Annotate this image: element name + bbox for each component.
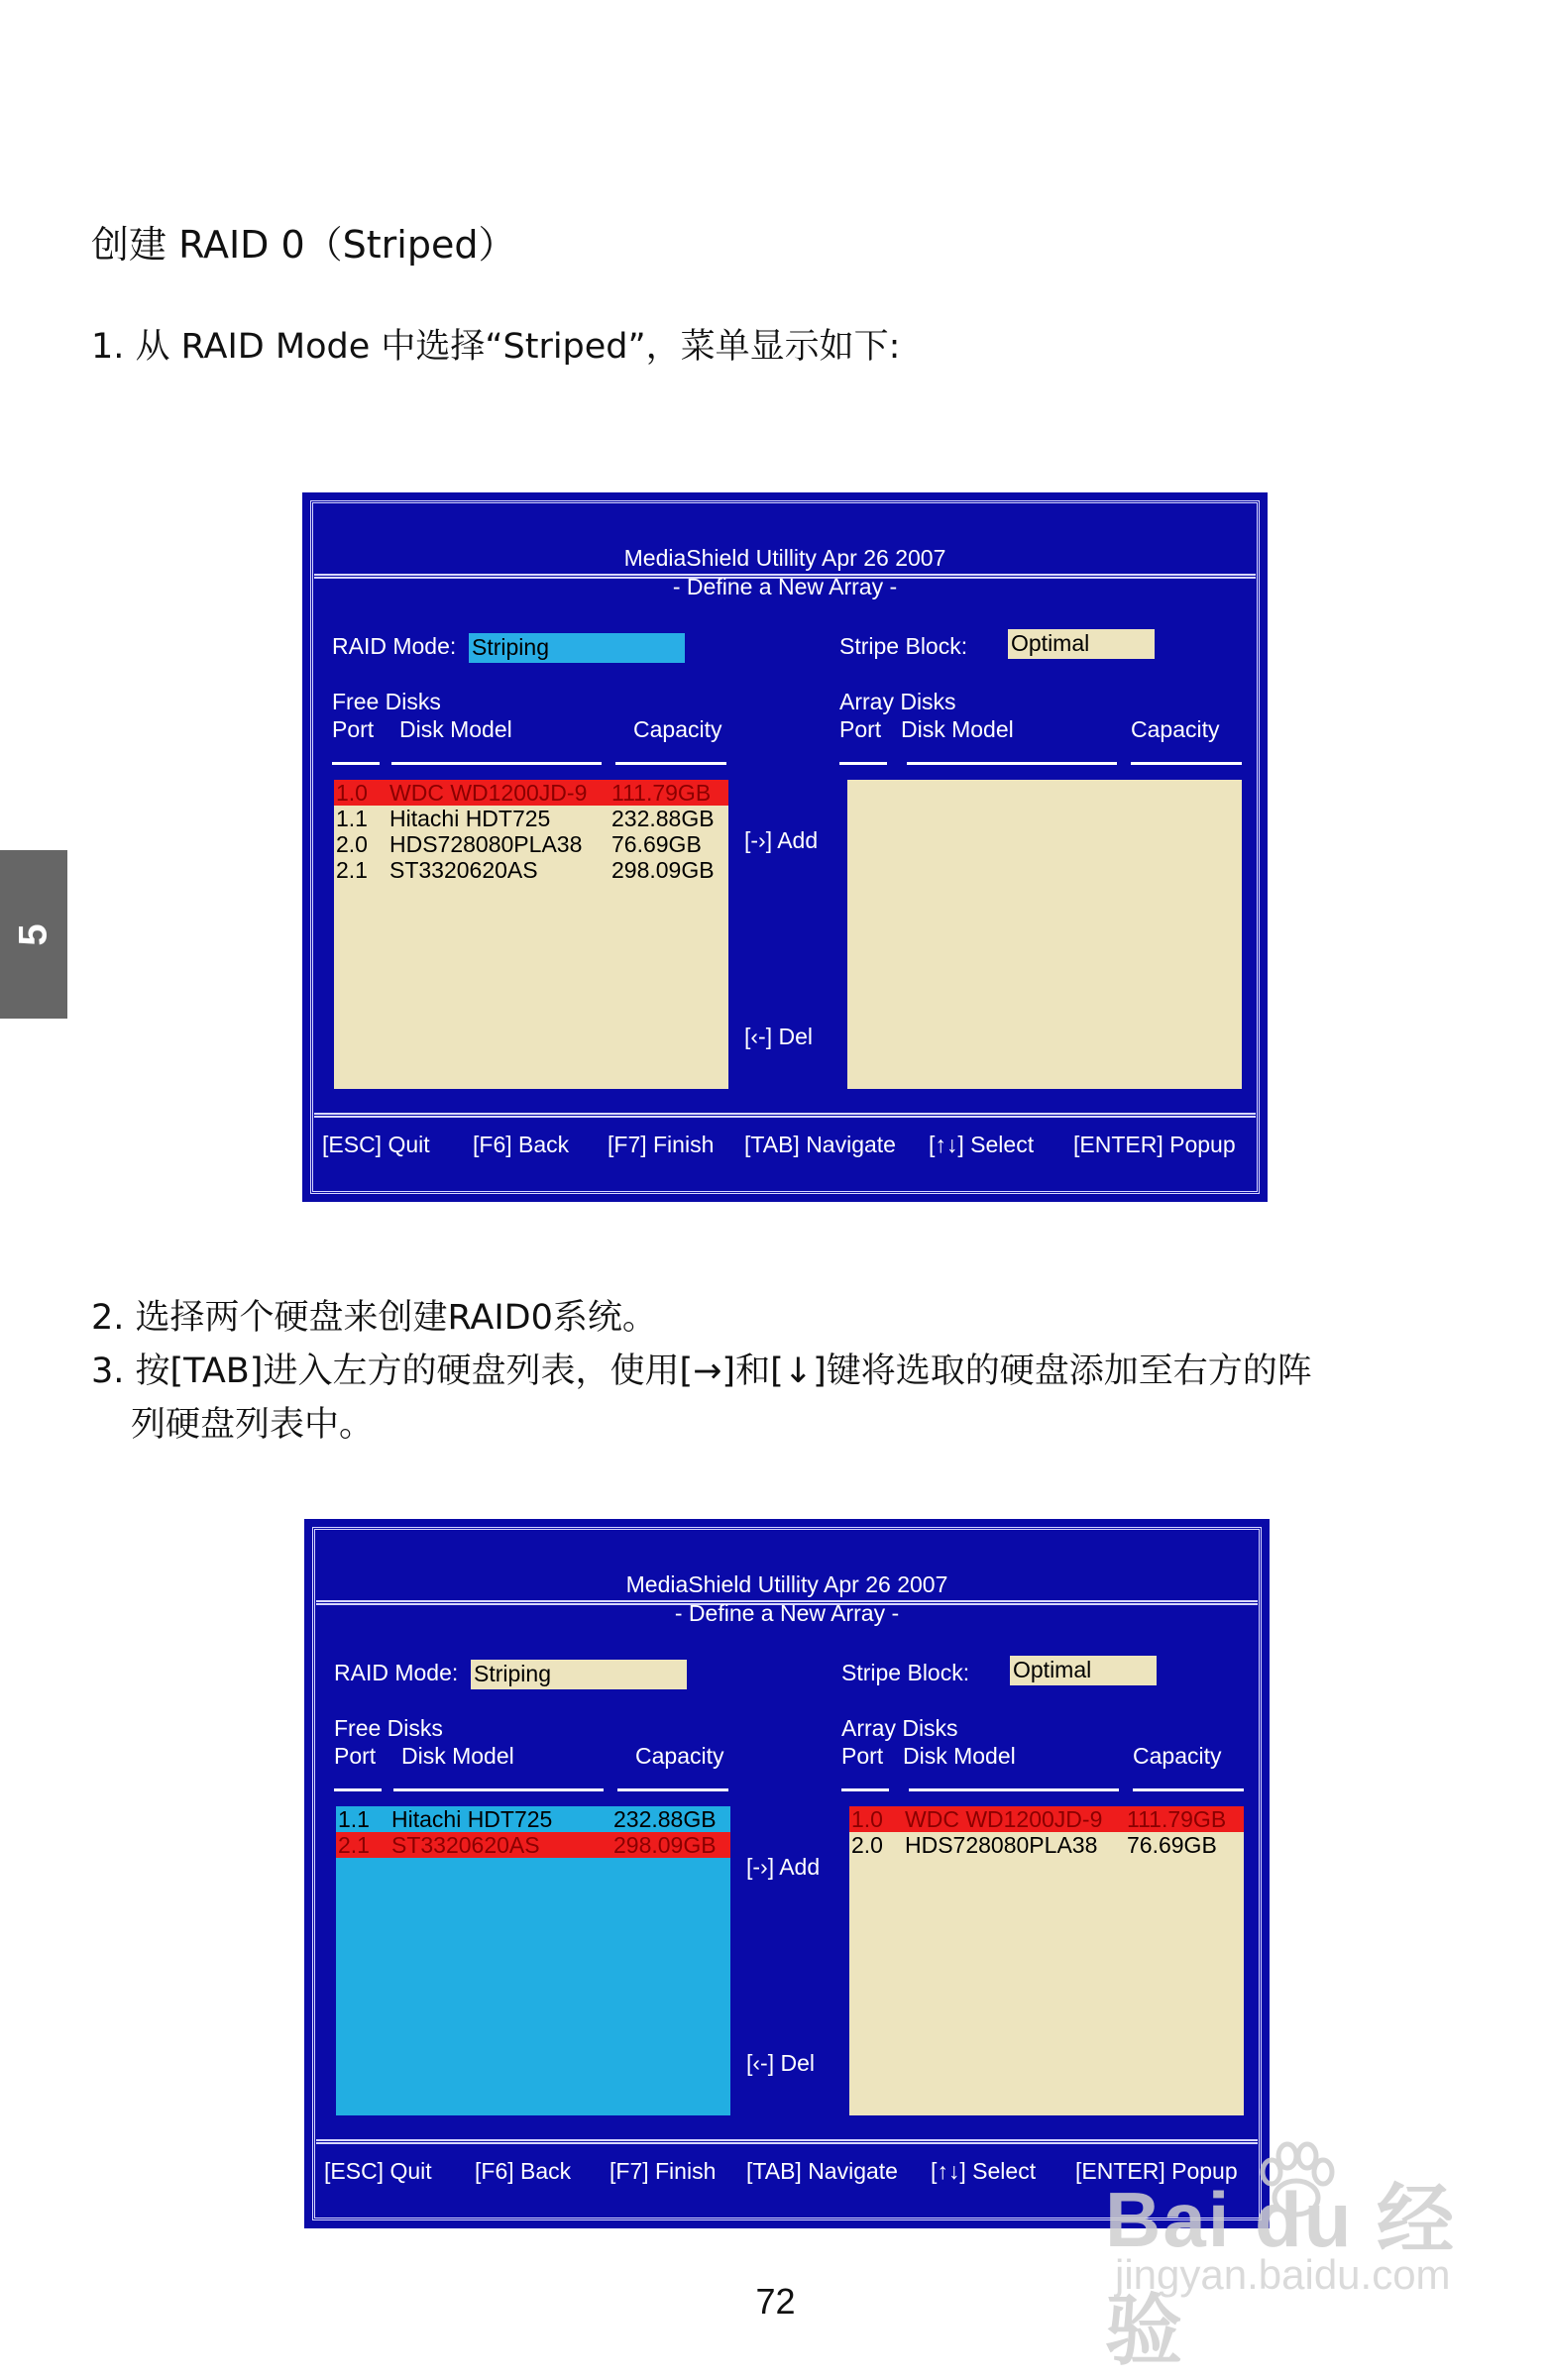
window-title (304, 1570, 1270, 1628)
footer-navigate-key[interactable]: [TAB] Navigate (744, 1132, 896, 1157)
free-col-port-underline (334, 1788, 382, 1791)
disk-port: 2.0 (851, 1832, 883, 1858)
array-col-port-underline (841, 1788, 889, 1791)
array-disks-label: Array Disks (839, 689, 956, 714)
step-2-text: 2. 选择两个硬盘来创建RAID0系统。 (91, 1298, 657, 1338)
disk-port: 1.0 (851, 1806, 883, 1832)
disk-capacity: 232.88GB (613, 1806, 717, 1832)
chapter-number: 5 (11, 922, 55, 946)
free-col-capacity: Capacity (633, 716, 722, 742)
disk-model: Hitachi HDT725 (389, 806, 551, 831)
array-disk-row[interactable] (849, 1832, 1244, 1858)
array-col-model-underline (909, 1788, 1119, 1791)
title-line-2: - Define a New Array - (674, 1600, 900, 1626)
free-disk-row[interactable] (334, 857, 728, 883)
disk-model: Hitachi HDT725 (391, 1806, 553, 1832)
array-col-port: Port (839, 716, 882, 742)
free-disks-list[interactable] (336, 1806, 730, 2115)
watermark-url: jingyan.baidu.com (1115, 2251, 1451, 2298)
disk-port: 2.1 (338, 1832, 370, 1858)
free-col-model: Disk Model (401, 1743, 514, 1769)
array-col-port: Port (841, 1743, 884, 1769)
raid-mode-label: RAID Mode: (332, 633, 457, 659)
free-col-capacity-underline (615, 762, 726, 765)
stripe-block-select[interactable]: Optimal (1010, 1656, 1157, 1685)
array-col-capacity: Capacity (1133, 1743, 1222, 1769)
footer-finish-key[interactable]: [F7] Finish (609, 2158, 717, 2184)
title-line-2: - Define a New Array - (672, 574, 898, 599)
add-action[interactable]: [-›] Add (746, 1854, 821, 1880)
disk-port: 2.0 (336, 831, 368, 857)
raid-mode-select[interactable]: Striping (471, 1660, 687, 1689)
free-disk-row[interactable] (334, 806, 728, 831)
disk-model: ST3320620AS (391, 1832, 540, 1858)
free-col-port: Port (334, 1743, 377, 1769)
footer-select-key[interactable]: [↑↓] Select (931, 2158, 1037, 2184)
stripe-block-label: Stripe Block: (839, 633, 968, 659)
footer-quit-key[interactable]: [ESC] Quit (324, 2158, 432, 2184)
footer-divider (314, 1113, 1256, 1118)
step-3-text-line1: 3. 按[TAB]进入左方的硬盘列表，使用[→]和[↓]键将选取的硬盘添加至右方的阵 (91, 1352, 1312, 1391)
free-col-model-underline (391, 762, 602, 765)
array-col-model: Disk Model (903, 1743, 1016, 1769)
disk-port: 2.1 (336, 857, 368, 883)
array-disk-row[interactable] (849, 1806, 1244, 1832)
free-col-model-underline (393, 1788, 604, 1791)
footer-popup-key[interactable]: [ENTER] Popup (1075, 2158, 1238, 2184)
array-col-port-underline (839, 762, 887, 765)
array-col-model: Disk Model (901, 716, 1014, 742)
step-3-text-line2: 列硬盘列表中。 (131, 1405, 375, 1445)
array-disks-label: Array Disks (841, 1715, 958, 1741)
array-col-capacity-underline (1131, 762, 1242, 765)
stripe-block-select[interactable]: Optimal (1008, 629, 1155, 659)
footer-popup-key[interactable]: [ENTER] Popup (1073, 1132, 1236, 1157)
baidu-watermark (1105, 2140, 1482, 2374)
disk-capacity: 111.79GB (1127, 1806, 1227, 1832)
free-col-port: Port (332, 716, 375, 742)
free-col-capacity-underline (617, 1788, 728, 1791)
footer-select-key[interactable]: [↑↓] Select (929, 1132, 1035, 1157)
del-action[interactable]: [‹-] Del (744, 1024, 813, 1049)
free-disk-row[interactable] (334, 831, 728, 857)
disk-capacity: 298.09GB (611, 857, 715, 883)
step-1-text: 1. 从 RAID Mode 中选择“Striped”，菜单显示如下: (91, 327, 901, 367)
disk-capacity: 76.69GB (1127, 1832, 1217, 1858)
title-line-1: MediaShield Utillity Apr 26 2007 (625, 1571, 948, 1597)
footer-quit-key[interactable]: [ESC] Quit (322, 1132, 430, 1157)
free-col-model: Disk Model (399, 716, 512, 742)
add-action[interactable]: [-›] Add (744, 827, 819, 853)
del-action[interactable]: [‹-] Del (746, 2050, 815, 2076)
array-disks-list[interactable] (847, 780, 1242, 1089)
disk-model: WDC WD1200JD-9 (905, 1806, 1103, 1832)
title-line-1: MediaShield Utillity Apr 26 2007 (623, 545, 946, 571)
disk-model: WDC WD1200JD-9 (389, 780, 588, 806)
disk-model: HDS728080PLA38 (905, 1832, 1098, 1858)
section-heading: 创建 RAID 0（Striped） (91, 223, 516, 267)
footer-finish-key[interactable]: [F7] Finish (608, 1132, 715, 1157)
footer-back-key[interactable]: [F6] Back (473, 1132, 570, 1157)
disk-capacity: 76.69GB (611, 831, 702, 857)
footer-navigate-key[interactable]: [TAB] Navigate (746, 2158, 898, 2184)
free-col-port-underline (332, 762, 380, 765)
disk-capacity: 111.79GB (611, 780, 712, 806)
bios-screen-define-array-2 (304, 1519, 1270, 2228)
free-disk-row[interactable] (336, 1832, 730, 1858)
stripe-block-label: Stripe Block: (841, 1660, 970, 1685)
page-number: 72 (755, 2281, 796, 2322)
free-disk-row[interactable] (336, 1806, 730, 1832)
disk-port: 1.0 (336, 780, 368, 806)
disk-port: 1.1 (338, 1806, 370, 1832)
array-col-capacity-underline (1133, 1788, 1244, 1791)
disk-model: HDS728080PLA38 (389, 831, 583, 857)
disk-port: 1.1 (336, 806, 368, 831)
raid-mode-select[interactable]: Striping (469, 633, 685, 663)
window-title (302, 544, 1268, 601)
array-col-model-underline (907, 762, 1117, 765)
free-col-capacity: Capacity (635, 1743, 724, 1769)
disk-capacity: 232.88GB (611, 806, 715, 831)
free-disk-row[interactable] (334, 780, 728, 806)
chapter-tab (0, 850, 67, 1019)
array-col-capacity: Capacity (1131, 716, 1220, 742)
free-disks-list[interactable] (334, 780, 728, 1089)
free-disks-label: Free Disks (334, 1715, 443, 1741)
disk-model: ST3320620AS (389, 857, 538, 883)
watermark-logo: Bai du 经验 (1105, 2176, 1457, 2374)
footer-back-key[interactable]: [F6] Back (475, 2158, 572, 2184)
disk-capacity: 298.09GB (613, 1832, 717, 1858)
raid-mode-label: RAID Mode: (334, 1660, 459, 1685)
bios-screen-define-array-1 (302, 492, 1268, 1202)
free-disks-label: Free Disks (332, 689, 441, 714)
array-disks-list[interactable] (849, 1806, 1244, 2115)
